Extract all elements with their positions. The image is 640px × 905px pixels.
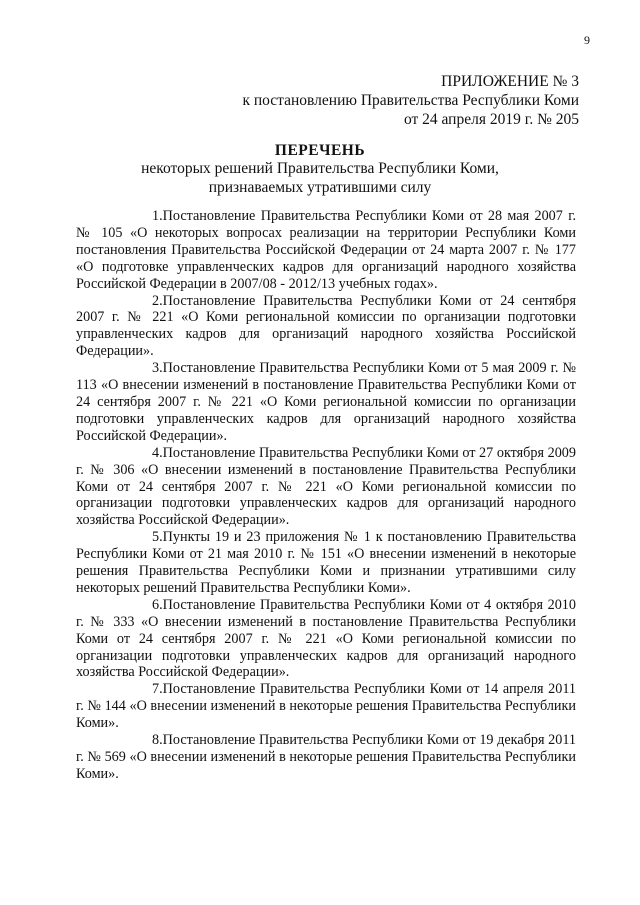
- item-number: 3.: [152, 360, 163, 377]
- appendix-reference: к постановлению Правительства Республики Коми: [242, 92, 579, 109]
- item-number: 7.: [152, 681, 163, 698]
- document-title: ПЕРЕЧЕНЬ: [274, 142, 366, 159]
- item-number: 1.: [152, 208, 163, 224]
- list-item: [76, 529, 576, 597]
- item-text: Постановление Правительства Республики Коми от 14 апреля 2011 г. № 144 «О внесении изменений в некоторые решения Правительства Республики Коми».: [76, 681, 576, 732]
- appendix-title: ПРИЛОЖЕНИЕ № 3: [441, 73, 579, 90]
- list-item: [76, 445, 576, 530]
- item-text: Постановление Правительства Республики Коми от 24 сентября 2007 г. № 221 «О Коми региональной комиссии по организации подготовки управленческих кадров для организаций народного хозяйства Российской Федерации».: [76, 292, 576, 360]
- list-item: [76, 293, 576, 361]
- item-text: Постановление Правительства Республики Коми от 28 мая 2007 г. № 105 «О некоторых вопросах реализации на территории Республики Коми постановления Правительства Российской Федерации от 24 марта 2007 г. № 177 «О подготовке управленческих кадров для организаций народного хозяйства Российской Федерации в 2007/08 - 2012/13 учебных годах».: [76, 208, 576, 292]
- document-subtitle: [0, 159, 640, 197]
- item-text: Пункты 19 и 23 приложения № 1 к постановлению Правительства Республики Коми от 21 мая 2010 г. № 151 «О внесении изменений в некоторые решения Правительства Республики Коми и признании утратившими силу некоторых решений Правительства Республики Коми».: [76, 529, 576, 596]
- list-item: [76, 732, 576, 783]
- item-text: Постановление Правительства Республики Коми от 4 октября 2010 г. № 333 «О внесении изменений в постановление Правительства Республики Коми от 24 сентября 2007 г. № 221 «О Коми региональной комиссии по организации подготовки управленческих кадров для организаций народного хозяйства Российской Федерации».: [76, 596, 576, 681]
- subtitle-line-1: некоторых решений Правительства Республики Коми,: [141, 160, 499, 177]
- list-item: [76, 360, 576, 445]
- item-number: 8.: [152, 732, 163, 749]
- appendix-date: от 24 апреля 2019 г. № 205: [403, 111, 579, 128]
- subtitle-line-2: признаваемых утратившими силу: [208, 179, 432, 196]
- list-item: [76, 597, 576, 682]
- item-number: 2.: [152, 292, 163, 309]
- item-number: 6.: [152, 596, 163, 613]
- list-item: [76, 208, 576, 293]
- page-number: 9: [584, 33, 590, 47]
- item-number: 5.: [152, 529, 163, 546]
- item-text: Постановление Правительства Республики Коми от 5 мая 2009 г. № 113 «О внесении изменений в постановление Правительства Республики Коми от 24 сентября 2007 г. № 221 «О Коми региональной комиссии по организации подготовки управленческих кадров для организаций народного хозяйства Российской Федерации».: [76, 360, 576, 444]
- item-text: Постановление Правительства Республики Коми от 19 декабря 2011 г. № 569 «О внесении изменений в некоторые решения Правительства Республики Коми».: [76, 732, 576, 782]
- decisions-list: [76, 208, 576, 783]
- item-text: Постановление Правительства Республики Коми от 27 октября 2009 г. № 306 «О внесении изменений в постановление Правительства Республики Коми от 24 сентября 2007 г. № 221 «О Коми региональной комиссии по организации подготовки управленческих кадров для организаций народного хозяйства Российской Федерации».: [76, 444, 576, 529]
- item-number: 4.: [152, 444, 163, 461]
- appendix-header: [242, 72, 579, 129]
- list-item: [76, 681, 576, 732]
